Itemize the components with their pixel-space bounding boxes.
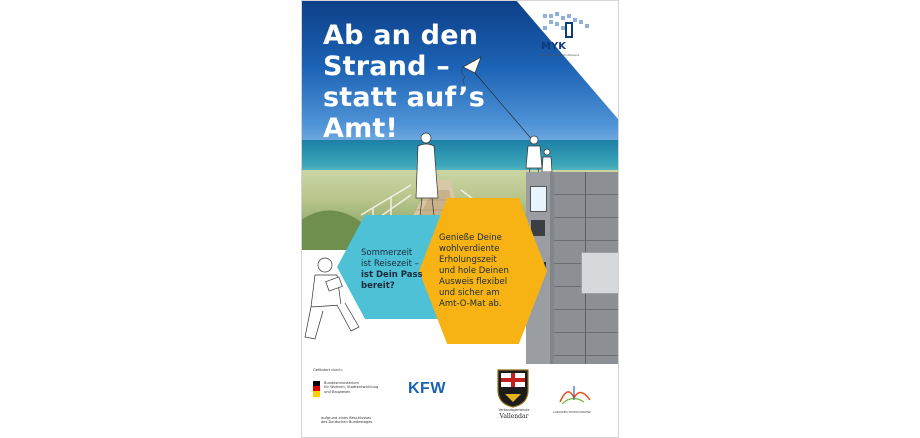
yellow-callout-line-3: Erholungszeit <box>439 255 497 265</box>
yellow-callout-line-4: und hole Deinen <box>439 266 509 276</box>
yellow-callout-line-1: Genieße Deine <box>439 233 502 243</box>
yellow-callout-line-2: wohlverdiente <box>439 244 500 254</box>
vallendar-label: Verbandsgemeinde <box>498 408 530 412</box>
blue-callout-line-2: ist Reisezeit – <box>361 259 419 269</box>
myk-logo-text: MYK <box>541 41 566 52</box>
blue-callout-line-4: bereit? <box>361 281 395 291</box>
yellow-callout-line-5: Ausweis flexibel <box>439 277 508 287</box>
myk-logo-subtext: Landkreis Mayen-Koblenz <box>541 53 580 57</box>
blue-callout-line-3: ist Dein Pass <box>361 270 423 280</box>
funded-by-label: Gefördert durch: <box>313 368 343 372</box>
yellow-callout-line-7: Amt-O-Mat ab. <box>439 299 502 309</box>
ministry-line-2: für Wohnen, Stadtentwicklung <box>324 385 379 390</box>
poster-frame <box>301 0 619 438</box>
headline-line-3: statt auf’s <box>323 82 485 113</box>
blue-callout-line-1: Sommerzeit <box>361 248 413 258</box>
headline-line-1: Ab an den <box>323 20 479 51</box>
ministry-line-1: Bundesministerium <box>324 381 359 385</box>
ministry-line-3: und Bauwesen <box>324 389 351 394</box>
basis-line-1: aufgrund eines Beschlusses <box>321 416 372 420</box>
headline-line-2: Strand – <box>323 51 450 82</box>
basis-line-2: des Deutschen Bundestages <box>321 420 373 425</box>
partner-logo-subtext: LANDKREIS MAYEN-KOBLENZ <box>553 411 591 414</box>
headline-line-4: Amt! <box>323 113 399 144</box>
poster <box>301 0 619 438</box>
yellow-callout-line-6: und sicher am <box>439 288 500 298</box>
vallendar-name: Vallendar <box>499 413 529 420</box>
kfw-logo: KFW <box>408 380 446 397</box>
